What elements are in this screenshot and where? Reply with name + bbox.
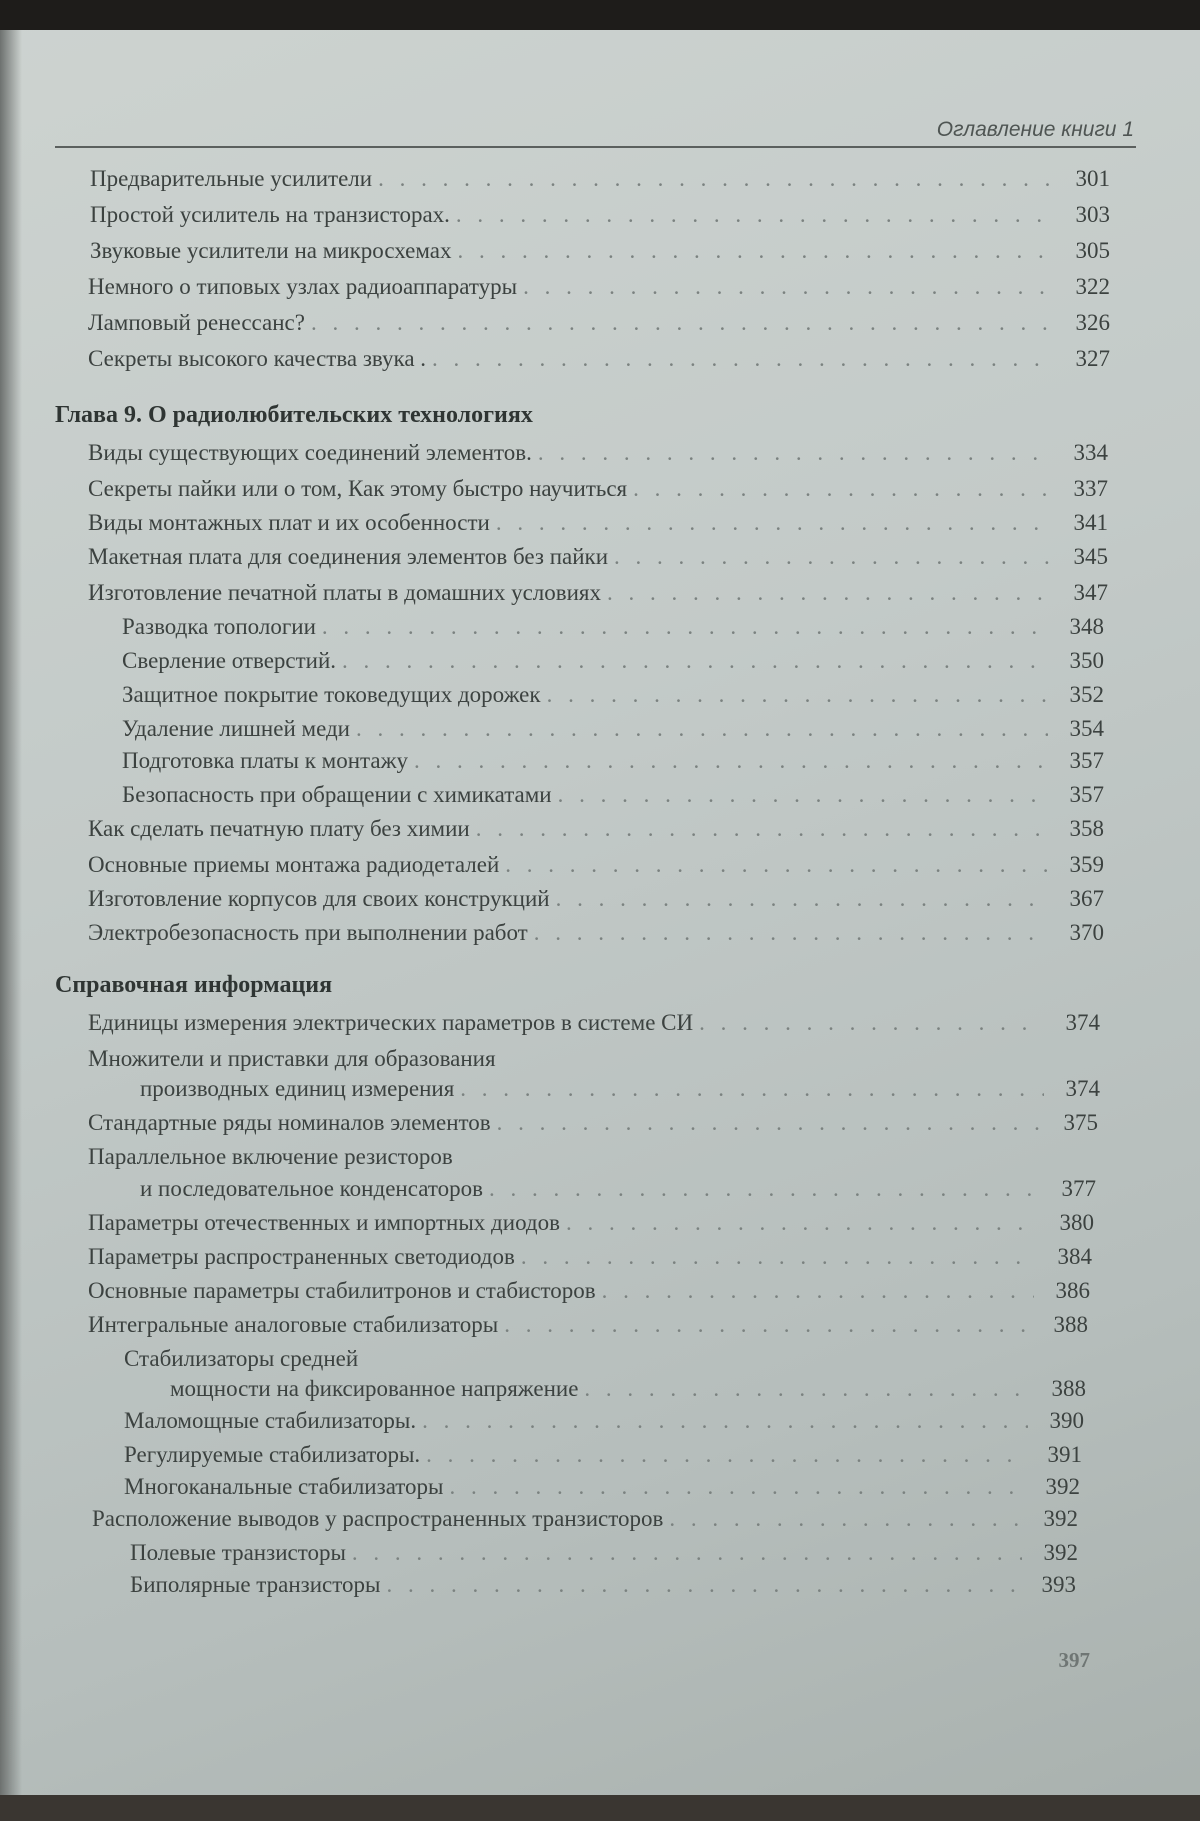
toc-entry: Ламповый ренессанс? . . . 326 [88, 310, 1110, 344]
toc-entry: Основные параметры стабилитронов и стабисторов . . . 386 [88, 1278, 1090, 1312]
toc-entry: Предварительные усилители . . . 301 [90, 166, 1110, 200]
page-gutter-shadow [0, 30, 22, 1795]
toc-entry: Изготовление печатной платы в домашних условиях . . . 347 [88, 580, 1108, 614]
toc-entry-line2: и последовательное конденсаторов . . . 377 [140, 1176, 1096, 1210]
toc-entry-line1: Множители и приставки для образования [88, 1046, 496, 1071]
section-title: Справочная информация [55, 972, 333, 998]
toc-subentry: Подготовка платы к монтажу . . . 357 [122, 748, 1104, 782]
toc-subentry: Безопасность при обращении с химикатами . . . 357 [122, 782, 1104, 816]
toc-entry-line1: Параллельное включение резисторов [88, 1144, 453, 1169]
page-number: 397 [1058, 1648, 1090, 1672]
toc-entry: Звуковые усилители на микросхемах . . . 305 [90, 238, 1110, 272]
toc-entry: Параметры распространенных светодиодов . . . 384 [88, 1244, 1092, 1278]
toc-entry: Виды существующих соединений элементов. . . . 334 [88, 440, 1108, 474]
page-bottom-edge [0, 1795, 1200, 1821]
toc-subentry: Полевые транзисторы . . . 392 [130, 1540, 1078, 1574]
toc-subentry: Маломощные стабилизаторы. . . . 390 [124, 1408, 1084, 1442]
toc-entry: Как сделать печатную плату без химии . . . 358 [88, 816, 1104, 850]
toc-entry: Немного о типовых узлах радиоаппаратуры . . . 322 [88, 274, 1110, 308]
toc-entry-line2: производных единиц измерения . . . 374 [140, 1076, 1100, 1110]
toc-entry: Простой усилитель на транзисторах. . . . 303 [90, 202, 1110, 236]
toc-entry: Изготовление корпусов для своих конструкций . . . 367 [88, 886, 1104, 920]
toc-subentry: Разводка топологии . . . 348 [122, 614, 1104, 648]
toc-subentry: Биполярные транзисторы . . . 393 [130, 1572, 1076, 1606]
toc-subentry: Сверление отверстий. . . . 350 [122, 648, 1104, 682]
toc-subentry-line2: мощности на фиксированное напряжение . . . 388 [170, 1376, 1086, 1410]
toc-entry: Параметры отечественных и импортных диодов . . . 380 [88, 1210, 1094, 1244]
toc-subentry: Удаление лишней меди . . . 354 [122, 716, 1104, 750]
toc-entry: Электробезопасность при выполнении работ . . . 370 [88, 920, 1104, 954]
toc-entry: Расположение выводов у распространенных транзисторов . . . 392 [92, 1506, 1078, 1540]
toc-subentry: Защитное покрытие токоведущих дорожек . . . 352 [122, 682, 1104, 716]
running-head: Оглавление книги 1 [936, 118, 1134, 141]
toc-entry: Интегральные аналоговые стабилизаторы . . . 388 [88, 1312, 1088, 1346]
toc-entry: Секреты высокого качества звука . . . . 327 [88, 346, 1110, 380]
toc-entry: Основные приемы монтажа радиодеталей . . . 359 [88, 852, 1104, 886]
toc-entry: Единицы измерения электрических параметров в системе СИ . . . 374 [88, 1010, 1100, 1044]
toc-subentry: Регулируемые стабилизаторы. . . . 391 [124, 1442, 1082, 1476]
chapter-title: Глава 9. О радиолюбительских технологиях [55, 402, 533, 428]
toc-entry: Стандартные ряды номиналов элементов . . . 375 [88, 1110, 1098, 1144]
toc-entry: Виды монтажных плат и их особенности . . . 341 [88, 510, 1108, 544]
toc-entry: Макетная плата для соединения элементов без пайки . . . 345 [88, 544, 1108, 578]
toc-entry: Секреты пайки или о том, Как этому быстро научиться . . . 337 [88, 476, 1108, 510]
toc-subentry-line1: Стабилизаторы средней [124, 1346, 359, 1371]
header-rule [55, 146, 1136, 148]
toc-subentry: Многоканальные стабилизаторы . . . 392 [124, 1474, 1080, 1508]
page-top-edge [0, 0, 1200, 30]
